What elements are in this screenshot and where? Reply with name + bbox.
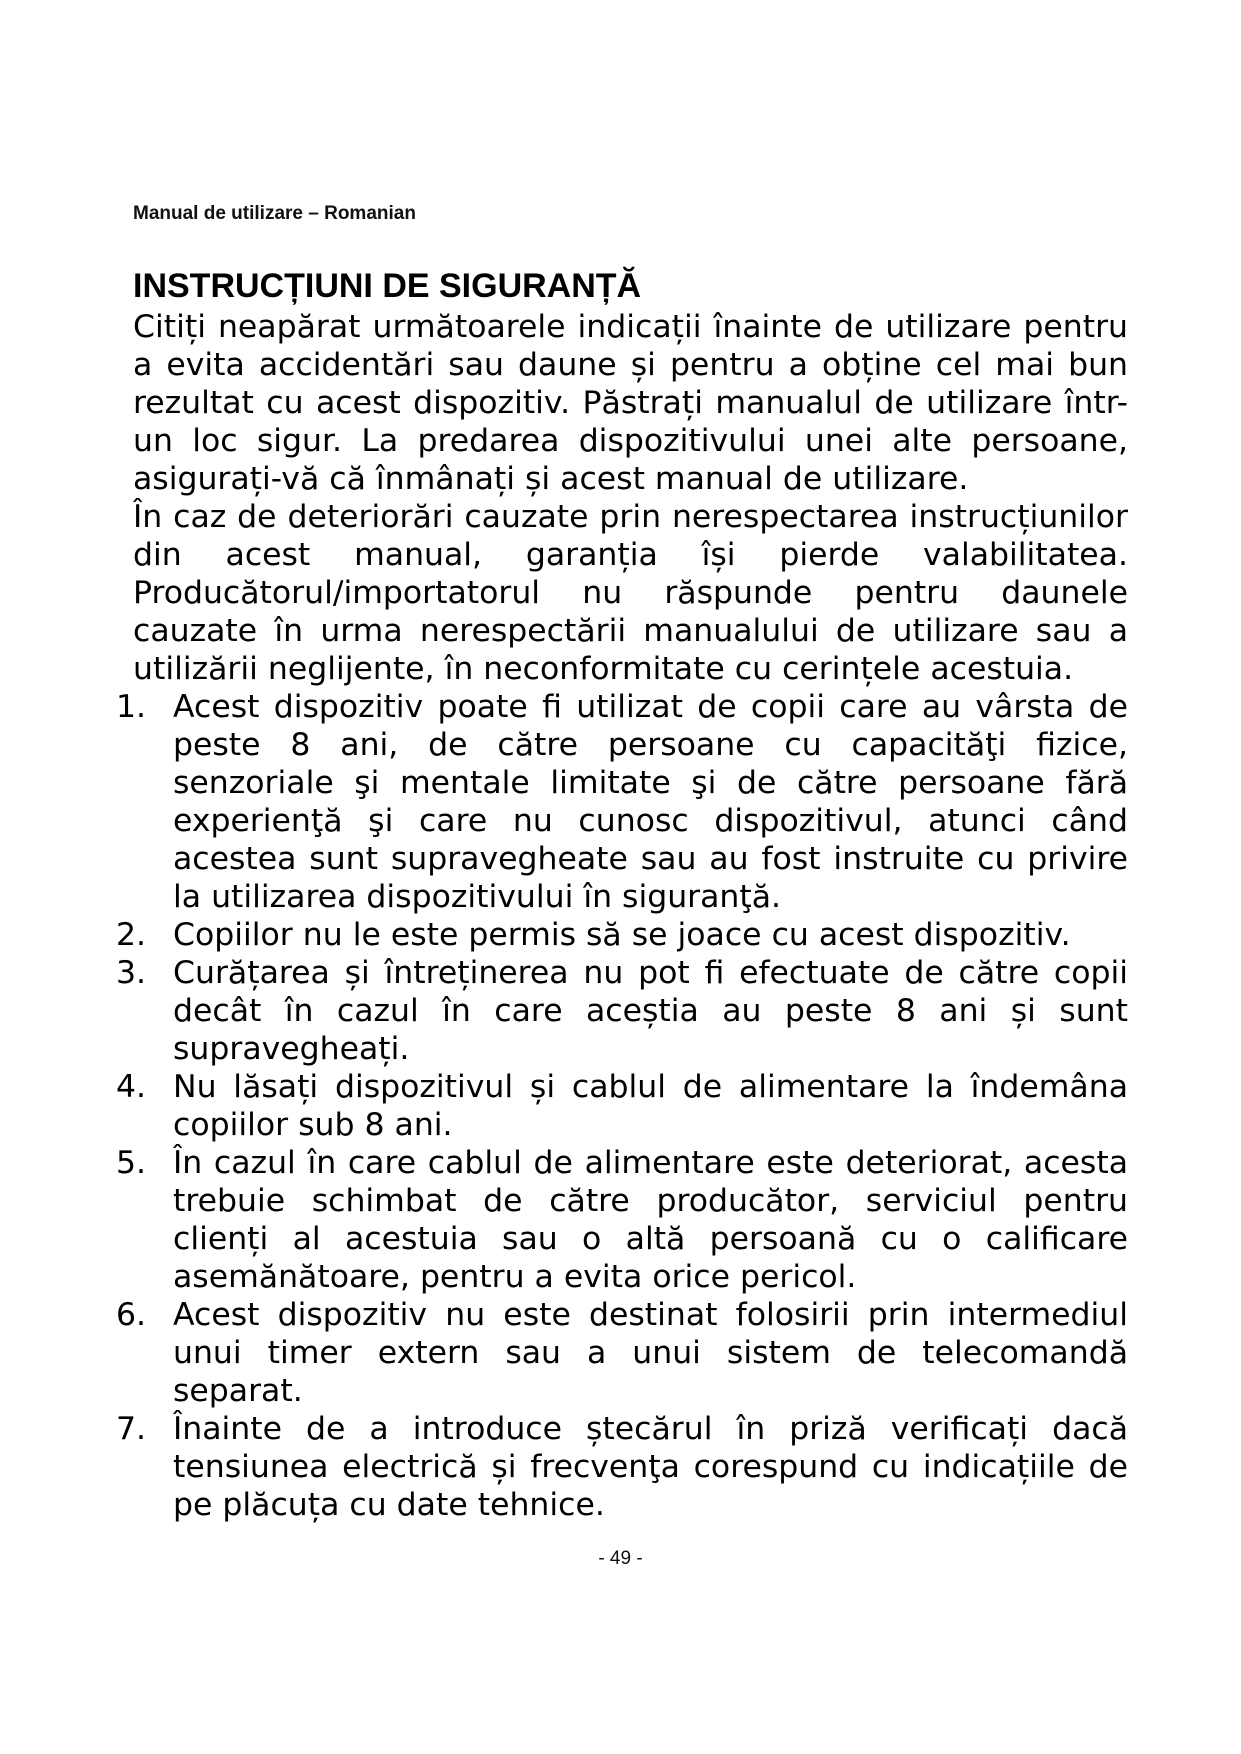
list-item-number: 4. [116, 1069, 147, 1105]
list-item-number: 6. [116, 1297, 147, 1333]
list-item [116, 1410, 1128, 1524]
list-item-text: Copiilor nu le este permis să se joace cu acest dispozitiv. [173, 917, 1071, 953]
list-item-number: 3. [116, 955, 147, 991]
list-item-number: 7. [116, 1411, 147, 1447]
list-item [116, 1296, 1128, 1410]
list-item [116, 1144, 1128, 1296]
list-item-text: Acest dispozitiv poate fi utilizat de copii care au vârsta de peste 8 ani, de către persoane cu capacităţi fizice, senzoriale şi mentale limitate şi de către persoane fără experienţă şi care nu cunosc dispozitivul, atunci când acestea sunt supravegheate sau au fost instruite cu privire la utilizarea dispozitivului în siguranţă. [173, 689, 1128, 915]
intro-paragraph: Citiți neapărat următoarele indicații înainte de utilizare pentru a evita accidentări sau daune și pentru a obține cel mai bun rezultat cu acest dispozitiv. Păstrați manualul de utilizare într-un loc sigur. La predarea dispozitivului unei alte persoane, asigurați-vă că înmânați și acest manual de utilizare. [133, 309, 1128, 497]
list-item [116, 954, 1128, 1068]
list-item-text: Curățarea și întreținerea nu pot fi efectuate de către copii decât în cazul în care aceștia au peste 8 ani și sunt supravegheați. [173, 955, 1128, 1067]
section-title: INSTRUCȚIUNI DE SIGURANȚĂ [133, 267, 642, 305]
list-item-text: Nu lăsați dispozitivul și cablul de alimentare la îndemâna copiilor sub 8 ani. [173, 1069, 1128, 1143]
list-item-text: Înainte de a introduce ștecărul în priză verificați dacă tensiunea electrică și frecvenţa corespund cu indicațiile de pe plăcuța cu date tehnice. [173, 1411, 1128, 1523]
document-header: Manual de utilizare – Romanian [133, 203, 416, 224]
safety-rules-list [116, 688, 1128, 1524]
page-number: - 49 - [598, 1548, 643, 1569]
list-item-text: Acest dispozitiv nu este destinat folosirii prin intermediul unui timer extern sau a unui sistem de telecomandă separat. [173, 1297, 1128, 1409]
main-content [116, 264, 1128, 1524]
list-item [116, 916, 1128, 954]
list-item-number: 2. [116, 917, 147, 953]
list-item-number: 5. [116, 1145, 147, 1181]
list-item-text: În cazul în care cablul de alimentare este deteriorat, acesta trebuie schimbat de către producător, serviciul pentru clienți al acestuia sau o altă persoană cu o calificare asemănătoare, pentru a evita orice pericol. [173, 1145, 1128, 1295]
list-item-number: 1. [116, 689, 147, 725]
list-item [116, 1068, 1128, 1144]
intro-text [133, 308, 1128, 688]
intro-paragraph: În caz de deteriorări cauzate prin nerespectarea instrucțiunilor din acest manual, garanția își pierde valabilitatea. Producătorul/importatorul nu răspunde pentru daunele cauzate în urma nerespectării manualului de utilizare sau a utilizării neglijente, în neconformitate cu cerințele acestuia. [133, 499, 1128, 687]
list-item [116, 688, 1128, 916]
